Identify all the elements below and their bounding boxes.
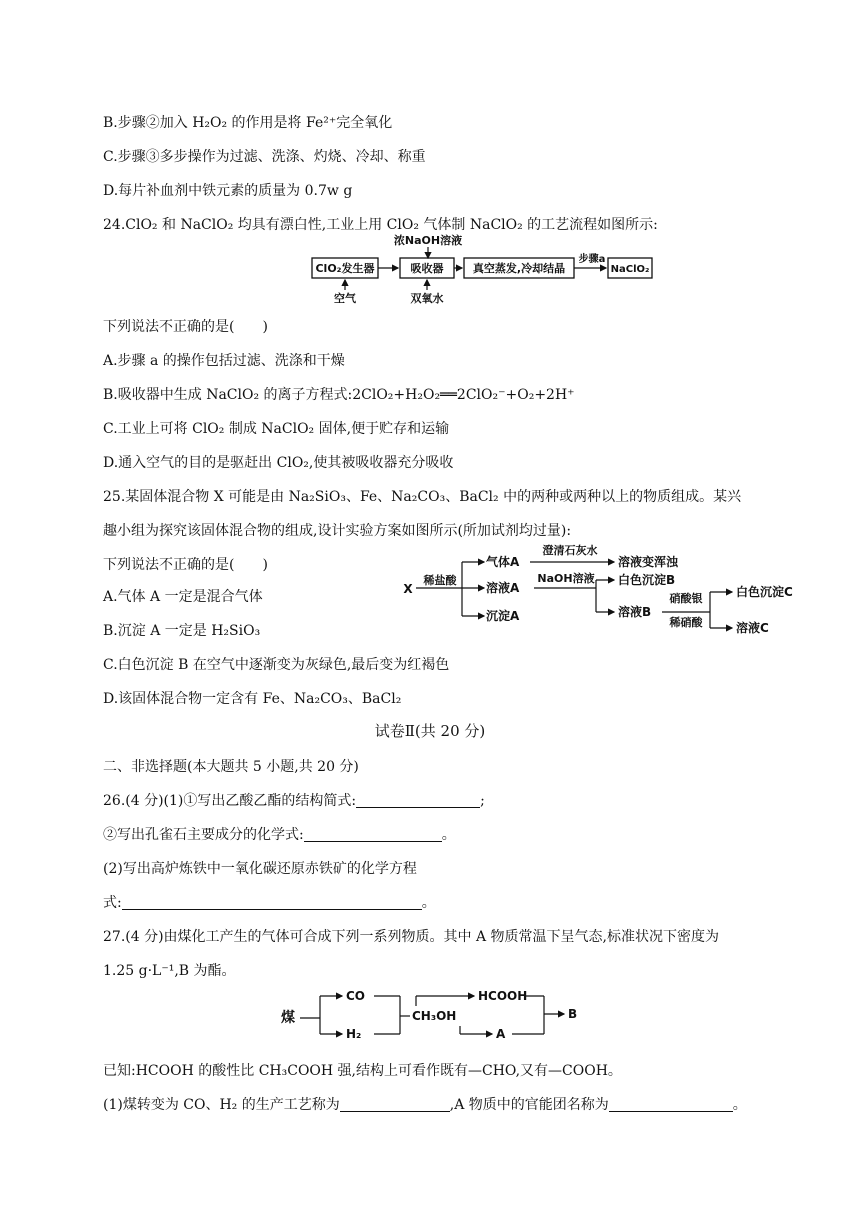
dilute-hcl-label: 稀盐酸 [423, 574, 457, 587]
q27-1-prompt: (1)煤转变为 CO、H₂ 的生产工艺称为 [103, 1097, 340, 1113]
air-input-label: 空气 [334, 292, 356, 305]
question-27-stem-line1: 27.(4 分)由煤化工产生的气体可合成下列一系列物质。其中 A 物质常温下呈气态,标准状况下密度为 [103, 929, 720, 945]
option-d-q25: D.该固体混合物一定含有 Fe、Na₂CO₃、BaCl₂ [103, 691, 402, 707]
q26-part2-prefix: 式: [103, 895, 122, 911]
mixture-x-label: X [403, 582, 413, 596]
q26-2-prompt: ②写出孔雀石主要成分的化学式: [103, 827, 304, 843]
option-d-q23: D.每片补血剂中铁元素的质量为 0.7w g [103, 183, 353, 199]
question-25-prompt: 下列说法不正确的是( ) [103, 557, 268, 573]
question-24-prompt: 下列说法不正确的是( ) [103, 319, 268, 335]
substance-a-label: A [496, 1027, 506, 1041]
period: 。 [732, 1097, 747, 1113]
naoh-solution-label: NaOH溶液 [537, 572, 595, 585]
hydrogen-peroxide-input-label: 双氧水 [410, 292, 444, 305]
period: 。 [441, 827, 456, 843]
section-2-title: 试卷Ⅱ(共 20 分) [374, 722, 486, 740]
option-a-q24: A.步骤 a 的操作包括过滤、洗涤和干燥 [103, 353, 345, 369]
option-c-q25: C.白色沉淀 B 在空气中逐渐变为灰绿色,最后变为红褐色 [103, 657, 450, 673]
formic-acid-label: HCOOH [478, 989, 528, 1003]
q27-1-prompt-2: ,A 物质中的官能团名称为 [449, 1097, 609, 1113]
question-27-known-info: 已知:HCOOH 的酸性比 CH₃COOH 强,结构上可看作既有—CHO,又有—COOH。 [103, 1063, 622, 1079]
question-25-stem-line1: 25.某固体混合物 X 可能是由 Na₂SiO₃、Fe、Na₂CO₃、BaCl₂ 中的两种或两种以上的物质组成。某兴 [103, 489, 742, 505]
q26-1-prompt: ①写出乙酸乙酯的结构简式: [183, 793, 357, 809]
question-27-stem-line2: 1.25 g·L⁻¹,B 为酯。 [103, 963, 236, 979]
q24-process-flow-diagram [300, 232, 660, 304]
solution-c-label: 溶液C [736, 621, 769, 635]
q27-synthesis-flow-diagram [280, 982, 590, 1042]
silver-nitrate-label: 硝酸银 [669, 592, 703, 605]
option-b-q23: B.步骤②加入 H₂O₂ 的作用是将 Fe²⁺完全氧化 [103, 115, 393, 131]
coal-label: 煤 [281, 1010, 295, 1026]
answer-blank-iron-equation[interactable] [122, 895, 422, 910]
absorber-label: 吸收器 [410, 262, 444, 275]
ester-b-label: B [568, 1007, 578, 1021]
solution-a-label: 溶液A [486, 581, 520, 595]
dilute-nitric-acid-label: 稀硝酸 [669, 616, 703, 629]
semicolon: ; [480, 793, 485, 809]
option-c-q23: C.步骤③多步操作为过滤、洗涤、灼烧、冷却、称重 [103, 149, 426, 165]
step-a-label: 步骤a [578, 254, 606, 265]
question-26-part2-answer-line [103, 892, 436, 912]
option-a-q25: A.气体 A 一定是混合气体 [103, 589, 263, 605]
naclo2-product-label: NaClO₂ [610, 264, 650, 275]
solution-b-label: 溶液B [618, 605, 652, 619]
white-precipitate-c-label: 白色沉淀C [736, 585, 793, 599]
answer-blank-malachite[interactable] [304, 827, 442, 842]
naoh-input-label: 浓NaOH溶液 [393, 234, 463, 247]
answer-blank-ethyl-acetate[interactable] [356, 793, 480, 808]
evaporation-label: 真空蒸发,冷却结晶 [472, 262, 566, 275]
gas-a-label: 气体A [486, 555, 520, 569]
white-precipitate-b-label: 白色沉淀B [618, 573, 676, 587]
methanol-label: CH₃OH [412, 1009, 457, 1023]
q25-experiment-flow-diagram [400, 540, 805, 640]
turbid-solution-label: 溶液变浑浊 [618, 555, 679, 569]
co-label: CO [346, 989, 366, 1003]
q26-label: 26.(4 分)(1) [103, 793, 184, 809]
question-26-part1-2 [103, 824, 456, 844]
question-24-stem: 24.ClO₂ 和 NaClO₂ 均具有漂白性,工业上用 ClO₂ 气体制 NaClO₂ 的工艺流程如图所示: [103, 217, 658, 233]
answer-blank-functional-group[interactable] [609, 1097, 733, 1112]
period: 。 [421, 895, 436, 911]
clo2-generator-label: ClO₂发生器 [315, 262, 375, 275]
option-c-q24: C.工业上可将 ClO₂ 制成 NaClO₂ 固体,便于贮存和运输 [103, 421, 450, 437]
h2-label: H₂ [346, 1027, 362, 1041]
answer-blank-process-name[interactable] [340, 1097, 450, 1112]
question-25-stem-line2: 趣小组为探究该固体混合物的组成,设计实验方案如图所示(所加试剂均过量): [103, 523, 572, 539]
part-2-heading: 二、非选择题(本大题共 5 小题,共 20 分) [103, 759, 359, 775]
precipitate-a-label: 沉淀A [486, 609, 520, 623]
question-26-part1 [103, 790, 485, 810]
limewater-label: 澄清石灰水 [542, 544, 598, 557]
option-b-q24: B.吸收器中生成 NaClO₂ 的离子方程式:2ClO₂+H₂O₂══2ClO₂⁻+O₂+2H⁺ [103, 387, 575, 403]
option-b-q25: B.沉淀 A 一定是 H₂SiO₃ [103, 623, 261, 639]
option-d-q24: D.通入空气的目的是驱赶出 ClO₂,使其被吸收器充分吸收 [103, 455, 454, 471]
question-27-part1 [103, 1094, 747, 1114]
question-26-part2: (2)写出高炉炼铁中一氧化碳还原赤铁矿的化学方程 [103, 861, 417, 877]
